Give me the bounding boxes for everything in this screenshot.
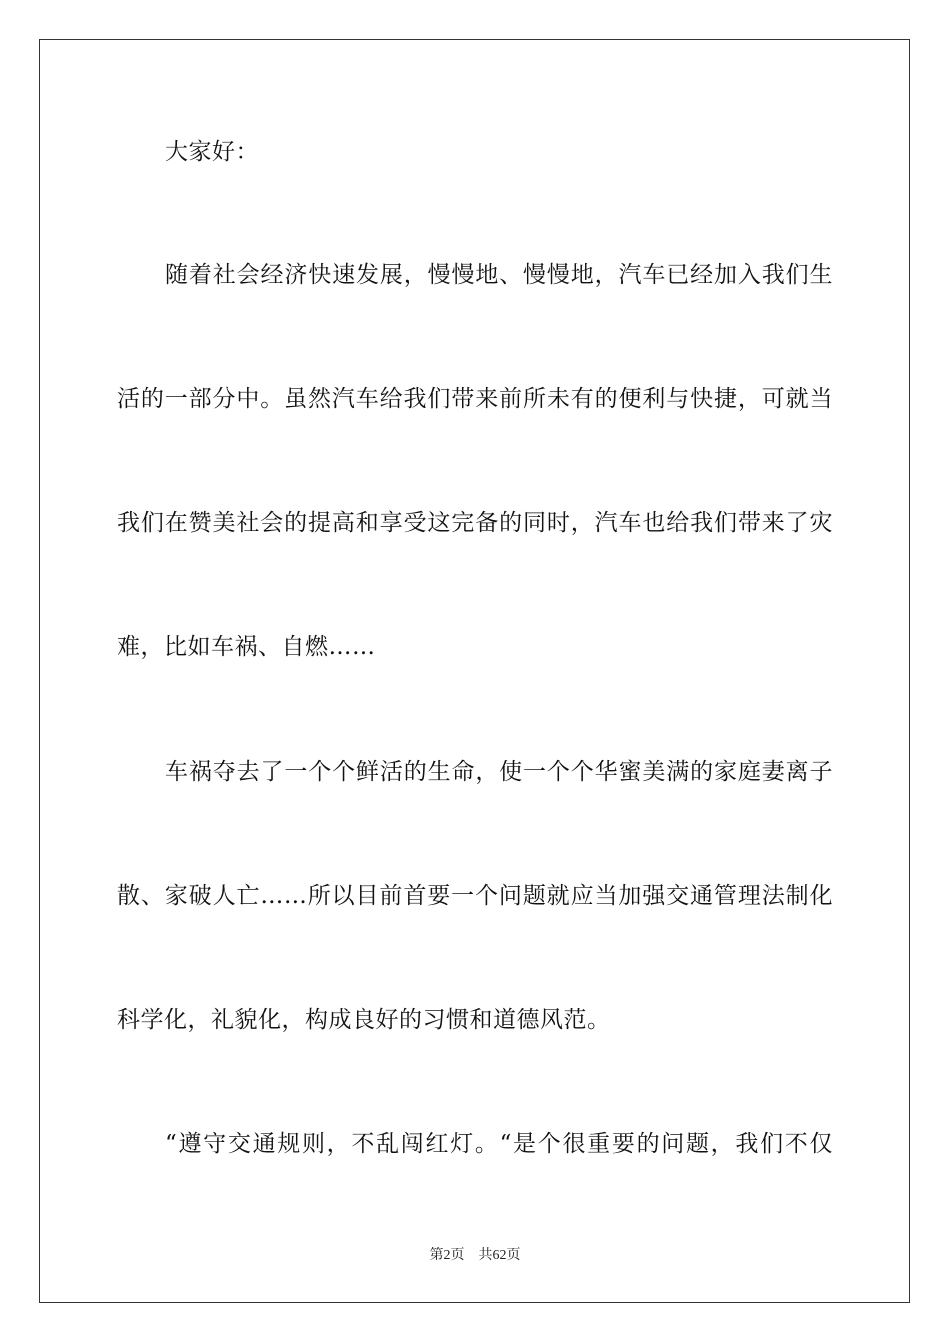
paragraph-1-line-3: 我们在赞美社会的提高和享受这完备的同时，汽车也给我们带来了灾 <box>117 510 833 536</box>
paragraph-2-line-3: 科学化，礼貌化，构成良好的习惯和道德风范。 <box>117 1007 611 1033</box>
greeting-text: 大家好： <box>165 139 259 165</box>
paragraph-2-line-1: 车祸夺去了一个个鲜活的生命，使一个个华蜜美满的家庭妻离子 <box>165 759 833 785</box>
greeting-line <box>117 137 833 167</box>
page-total: 共62页 <box>478 1248 521 1263</box>
paragraph-3-line-1: “遵守交通规则，不乱闯红灯。“是个很重要的问题，我们不仅 <box>165 1131 833 1157</box>
paragraph-1-line-2: 活的一部分中。虽然汽车给我们带来前所未有的便利与快捷，可就当 <box>117 386 833 412</box>
paragraph-1-line-4: 难，比如车祸、自燃…… <box>117 634 376 660</box>
page-footer <box>0 1247 950 1265</box>
page-number: 第2页 <box>429 1248 465 1263</box>
page-frame <box>39 39 910 1303</box>
paragraph-2-line-2: 散、家破人亡……所以目前首要一个问题就应当加强交通管理法制化 <box>117 883 833 909</box>
paragraph-1-line-1: 随着社会经济快速发展，慢慢地、慢慢地，汽车已经加入我们生 <box>165 262 833 288</box>
